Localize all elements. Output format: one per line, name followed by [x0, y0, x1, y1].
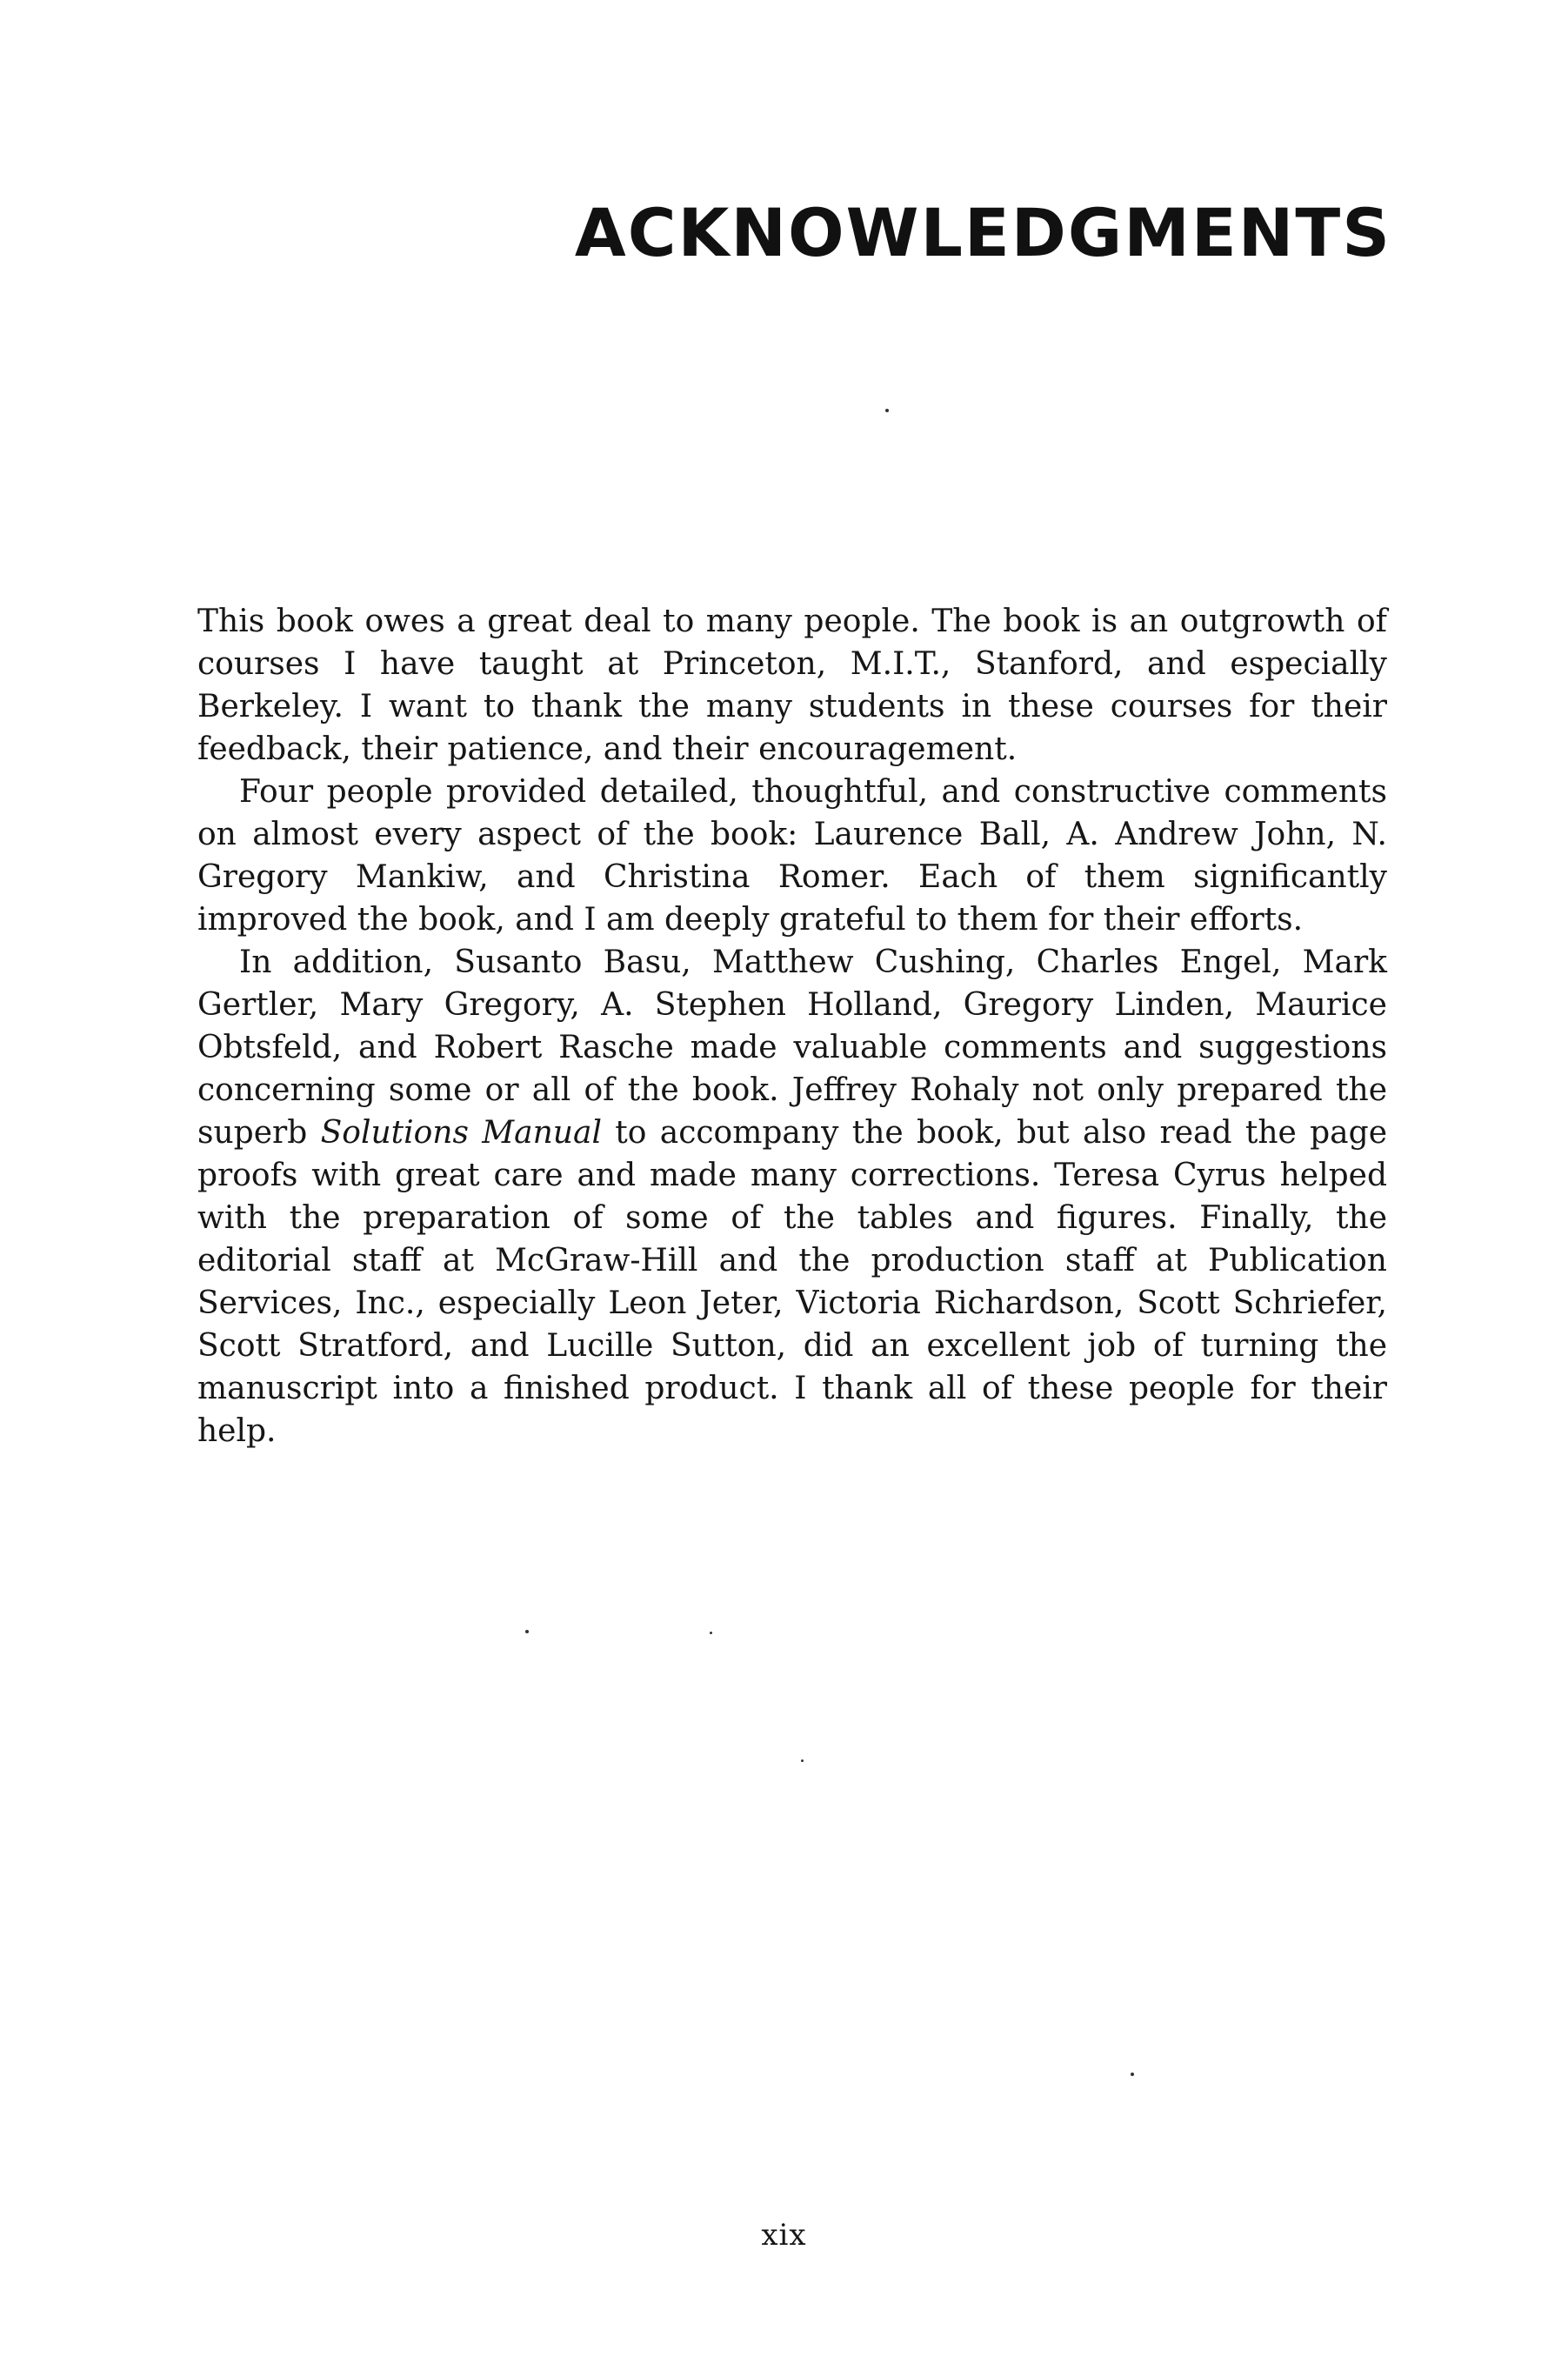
solutions-manual-title: Solutions Manual [320, 1115, 602, 1151]
scan-speck [525, 1630, 529, 1633]
scan-speck [801, 1759, 804, 1762]
acknowledgments-body [197, 600, 1387, 1452]
paragraph-3 [197, 941, 1387, 1452]
scan-speck [885, 409, 889, 412]
page-title: ACKNOWLEDGMENTS [574, 194, 1391, 271]
scan-speck [710, 1632, 712, 1634]
scan-speck [1131, 2073, 1134, 2076]
paragraph-3-end: to accompany the book, but also read the page proofs with great care and made many corrections. Teresa Cyrus helped with the preparation of some of the tables and figures. Finally, the editorial staff at McGraw-Hill and the production staff at Publication Services, Inc., especially Leon Jeter, Victoria Richardson, Scott Schriefer, Scott Stratford, and Lucille Sutton, did an excellent job of turning the manuscript into a finished product. I thank all of these people for their help. [197, 1115, 1387, 1449]
paragraph-3-start: In addition, Susanto Basu, Matthew Cushing, Charles Engel, Mark Gertler, Mary Gregory, A. Stephen Holland, Gregory Linden, Maurice Obtsfeld, and Robert Rasche made valuable comments and suggestions concerning some or all of the book. Jeffrey Rohaly not only prepared the superb [197, 945, 1387, 1151]
paragraph-1: This book owes a great deal to many people. The book is an outgrowth of courses I have taught at Princeton, M.I.T., Stanford, and especially Berkeley. I want to thank the many students in these courses for their feedback, their patience, and their encouragement. [197, 604, 1387, 767]
page-number: xix [761, 2218, 807, 2253]
paragraph-2: Four people provided detailed, thoughtful, and constructive comments on almost every aspect of the book: Laurence Ball, A. Andrew John, N. Gregory Mankiw, and Christina Romer. Each of them significantly improved the book, and I am deeply grateful to them for their efforts. [197, 774, 1387, 938]
